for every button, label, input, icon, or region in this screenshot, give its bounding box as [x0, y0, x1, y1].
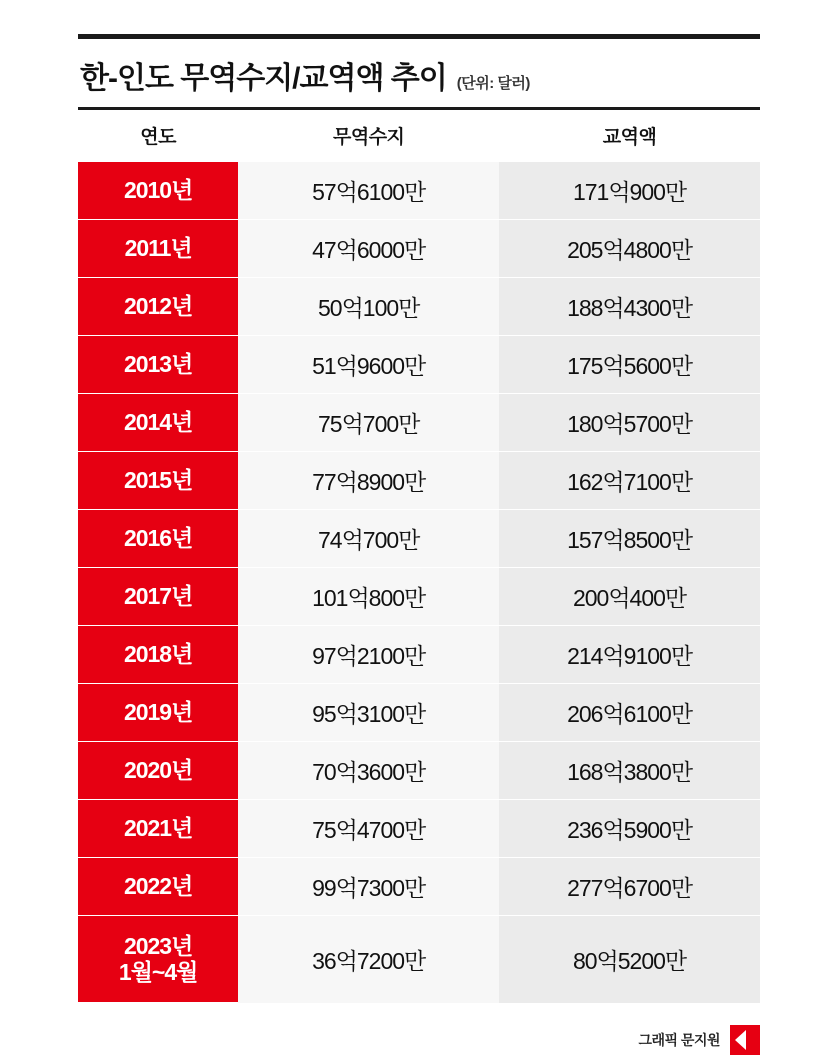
- table-row: [78, 916, 760, 1003]
- cell-year: [78, 916, 238, 1003]
- cell-volume: 188억4300만: [499, 278, 760, 336]
- cell-year: 2015년: [78, 452, 238, 510]
- table-row: [78, 742, 760, 800]
- table-row: [78, 278, 760, 336]
- cell-volume: 180억5700만: [499, 394, 760, 452]
- cell-volume: 171억900만: [499, 162, 760, 220]
- table-row: [78, 452, 760, 510]
- column-header-year: 연도: [78, 110, 238, 162]
- asiae-logo-icon: [730, 1025, 760, 1055]
- cell-year: 2022년: [78, 858, 238, 916]
- cell-balance: 101억800만: [238, 568, 499, 626]
- cell-balance: 70억3600만: [238, 742, 499, 800]
- cell-year: 2017년: [78, 568, 238, 626]
- cell-year: 2011년: [78, 220, 238, 278]
- unit-note: (단위: 달러): [456, 75, 530, 92]
- cell-volume: 236억5900만: [499, 800, 760, 858]
- trade-table: [78, 110, 760, 1003]
- cell-volume: 206억6100만: [499, 684, 760, 742]
- cell-volume: 277억6700만: [499, 858, 760, 916]
- cell-volume: 80억5200만: [499, 916, 760, 1003]
- cell-volume: 175억5600만: [499, 336, 760, 394]
- cell-year-line2: 1월~4월: [118, 959, 198, 985]
- cell-balance: 95억3100만: [238, 684, 499, 742]
- table-row: [78, 510, 760, 568]
- cell-volume: 214억9100만: [499, 626, 760, 684]
- column-header-balance: 무역수지: [238, 110, 499, 162]
- credit-text: 그래픽 문지원: [638, 1032, 720, 1048]
- cell-volume: 200억400만: [499, 568, 760, 626]
- cell-year: 2019년: [78, 684, 238, 742]
- cell-balance: 77억8900만: [238, 452, 499, 510]
- cell-balance: 51억9600만: [238, 336, 499, 394]
- cell-balance: 99억7300만: [238, 858, 499, 916]
- table-row: [78, 162, 760, 220]
- table-body: [78, 162, 760, 1003]
- table-row: [78, 684, 760, 742]
- table-row: [78, 394, 760, 452]
- table-row: [78, 568, 760, 626]
- cell-year: 2021년: [78, 800, 238, 858]
- cell-year: 2014년: [78, 394, 238, 452]
- cell-volume: 162억7100만: [499, 452, 760, 510]
- infographic-page: [0, 34, 838, 1058]
- cell-volume: 168억3800만: [499, 742, 760, 800]
- cell-year: 2018년: [78, 626, 238, 684]
- title-row: [78, 39, 760, 107]
- table-header-row: [78, 110, 760, 162]
- cell-year: 2013년: [78, 336, 238, 394]
- cell-balance: 57억6100만: [238, 162, 499, 220]
- table-header: [78, 110, 760, 162]
- cell-volume: 157억8500만: [499, 510, 760, 568]
- cell-year-line1: 2023년: [123, 932, 193, 959]
- cell-volume: 205억4800만: [499, 220, 760, 278]
- cell-balance: 97억2100만: [238, 626, 499, 684]
- table-row: [78, 336, 760, 394]
- cell-year: 2012년: [78, 278, 238, 336]
- credit-row: [78, 1003, 760, 1055]
- table-row: [78, 800, 760, 858]
- cell-balance: 75억4700만: [238, 800, 499, 858]
- cell-balance: 75억700만: [238, 394, 499, 452]
- table-row: [78, 220, 760, 278]
- cell-year: 2010년: [78, 162, 238, 220]
- cell-year: 2016년: [78, 510, 238, 568]
- page-title: 한-인도 무역수지/교역액 추이: [80, 62, 447, 95]
- cell-balance: 47억6000만: [238, 220, 499, 278]
- table-row: [78, 858, 760, 916]
- cell-balance: 74억700만: [238, 510, 499, 568]
- cell-year: 2020년: [78, 742, 238, 800]
- cell-balance: 50억100만: [238, 278, 499, 336]
- column-header-volume: 교역액: [499, 110, 760, 162]
- cell-balance: 36억7200만: [238, 916, 499, 1003]
- table-row: [78, 626, 760, 684]
